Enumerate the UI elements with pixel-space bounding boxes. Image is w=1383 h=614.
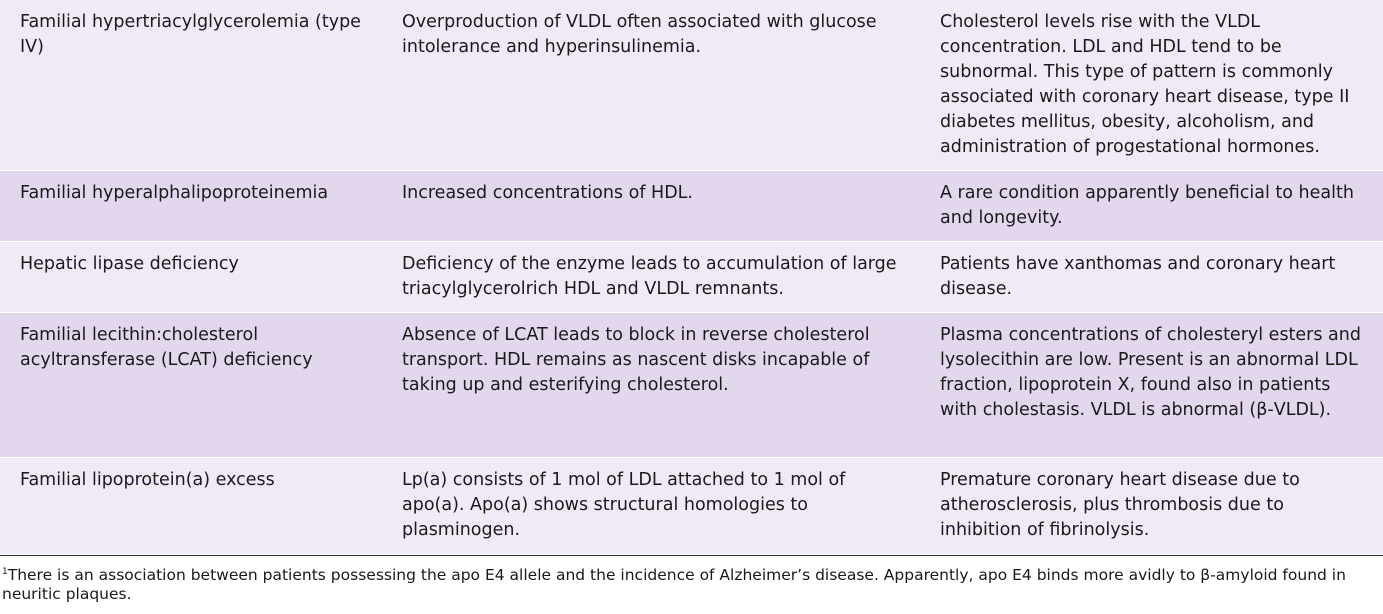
disorder-cell: Familial hypertriacylglycerolemia (type IV) <box>0 0 382 171</box>
table-row <box>0 242 1383 313</box>
defect-cell: Absence of LCAT leads to block in reverse cholesterol transport. HDL remains as nascent disks incapable of taking up and esterifying cholesterol. <box>382 313 920 458</box>
defect-cell: Overproduction of VLDL often associated with glucose intolerance and hyperinsulinemia. <box>382 0 920 171</box>
remarks-cell: Cholesterol levels rise with the VLDL concentration. LDL and HDL tend to be subnormal. This type of pattern is commonly associated with coronary heart disease, type II diabetes mellitus, obesity, alcoholism, and administration of progestational hormones. <box>920 0 1383 171</box>
table-row <box>0 313 1383 458</box>
remarks-cell: Plasma concentrations of cholesteryl esters and lysolecithin are low. Present is an abnormal LDL fraction, lipoprotein X, found also in patients with cholestasis. VLDL is abnormal (β-VLDL). <box>920 313 1383 458</box>
defect-cell: Deficiency of the enzyme leads to accumulation of large triacylglycerolrich HDL and VLDL remnants. <box>382 242 920 313</box>
remarks-cell: Premature coronary heart disease due to atherosclerosis, plus thrombosis due to inhibition of fibrinolysis. <box>920 458 1383 555</box>
table-row <box>0 171 1383 242</box>
disorder-cell: Familial hyperalphalipoproteinemia <box>0 171 382 242</box>
footnote <box>0 556 1383 604</box>
remarks-cell: Patients have xanthomas and coronary heart disease. <box>920 242 1383 313</box>
defect-cell: Increased concentrations of HDL. <box>382 171 920 242</box>
table-row <box>0 0 1383 171</box>
footnote-text: There is an association between patients possessing the apo E4 allele and the incidence of Alzheimer’s disease. Apparently, apo E4 binds more avidly to β-amyloid found in neuritic plaques. <box>2 566 1346 603</box>
disorder-cell: Familial lecithin:cholesterol acyltransferase (LCAT) deficiency <box>0 313 382 458</box>
defect-cell: Lp(a) consists of 1 mol of LDL attached to 1 mol of apo(a). Apo(a) shows structural homologies to plasminogen. <box>382 458 920 555</box>
disorder-cell: Familial lipoprotein(a) excess <box>0 458 382 555</box>
remarks-cell: A rare condition apparently beneficial to health and longevity. <box>920 171 1383 242</box>
footnote-marker: 1 <box>2 567 8 577</box>
disorder-cell: Hepatic lipase deficiency <box>0 242 382 313</box>
table-row <box>0 458 1383 555</box>
